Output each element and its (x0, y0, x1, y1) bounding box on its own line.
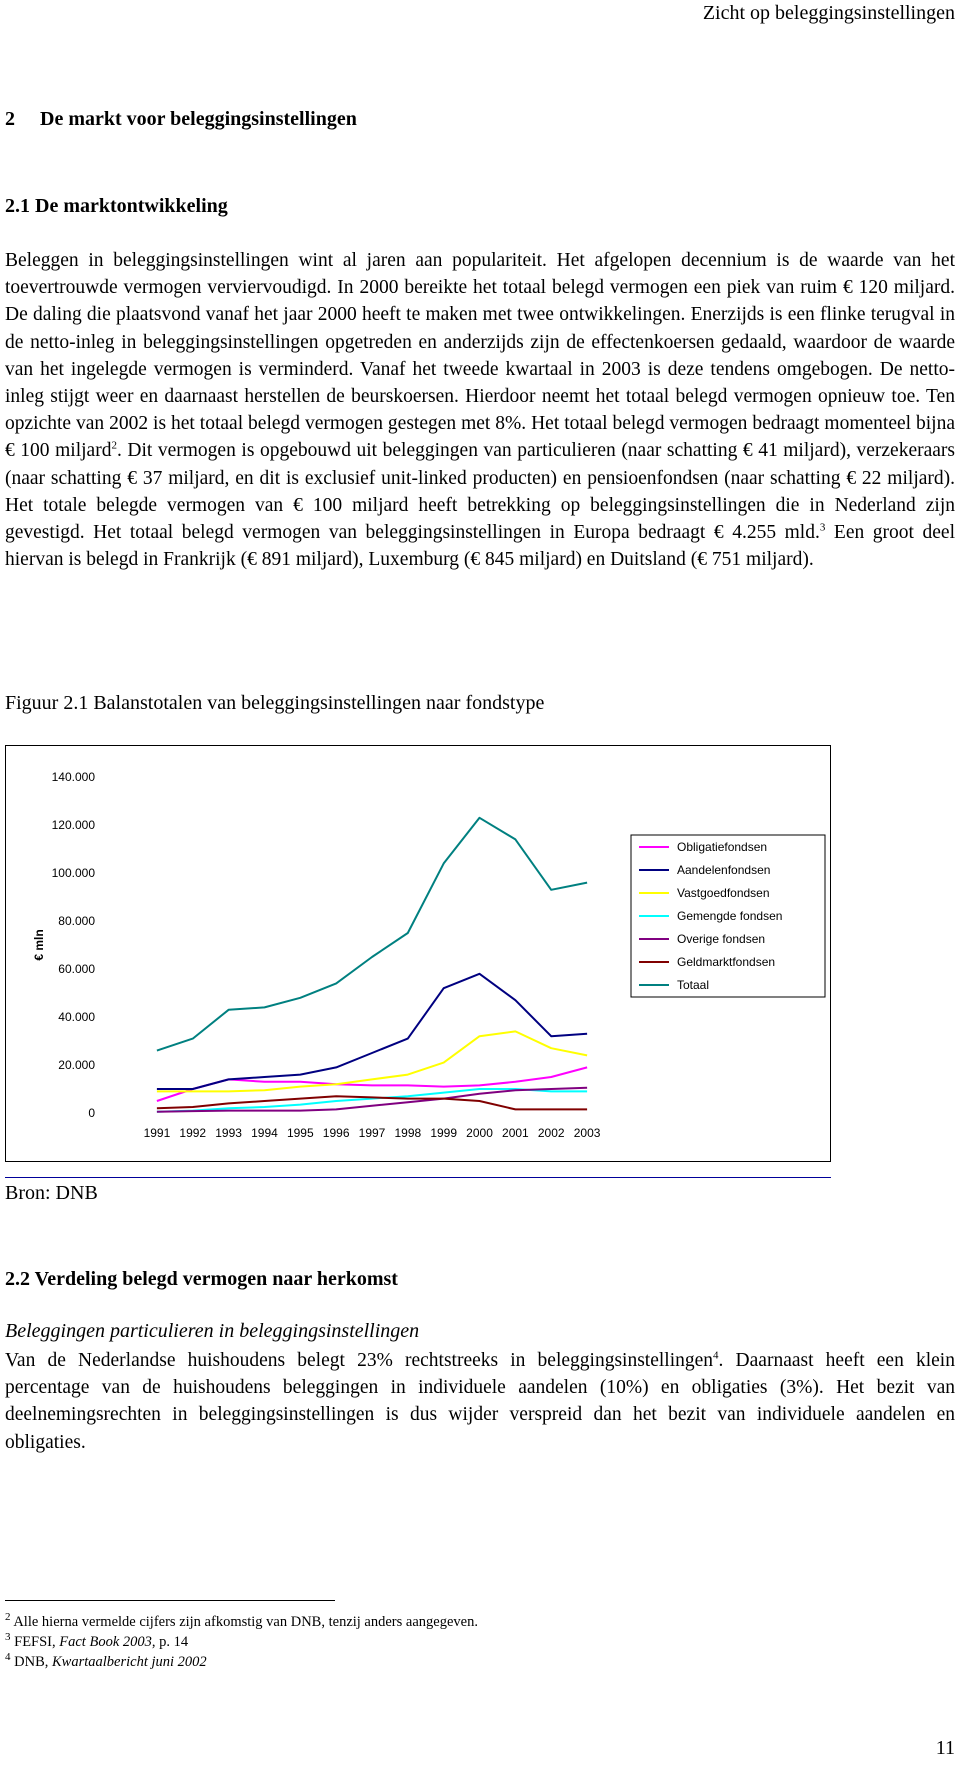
x-tick-label: 2000 (466, 1126, 493, 1140)
paragraph-text: Beleggen in beleggingsinstellingen wint al jaren aan populariteit. Het afgelopen decennium is de waarde van het toevertrouwde vermogen verviervoudigd. In 2000 bereikte het totaal belegd vermogen een piek van ruim € 120 miljard. De daling die plaatsvond vanaf het jaar 2000 heeft te maken met twee ontwikkelingen. Enerzijds is een flinke terugval in de netto-inleg in beleggingsinstellingen opgetreden en anderzijds zijn de effectenkoersen gedaald, waardoor de waarde van het ingelegde vermogen is verminderd. Vanaf het tweede kwartaal in 2003 is deze tendens omgebogen. De netto-inleg stijgt weer en daarnaast herstellen de beurskoersen. Hierdoor neemt het totaal belegd vermogen opnieuw toe. Ten opzichte van 2002 is het totaal belegd vermogen gestegen met 8%. Het totaal belegd vermogen bedraagt momenteel bijna € 100 miljard (5, 250, 955, 462)
y-tick-label: 140.000 (51, 770, 95, 784)
y-tick-label: 20.000 (58, 1058, 95, 1072)
body-paragraph-1 (5, 247, 955, 573)
x-tick-label: 1996 (322, 1126, 350, 1140)
section-title: 2 De markt voor beleggingsinstellingen (5, 108, 357, 130)
figure-caption: Figuur 2.1 Balanstotalen van beleggingsinstellingen naar fondstype (5, 692, 545, 714)
x-tick-label: 1998 (394, 1126, 422, 1140)
footnote-text: DNB, (14, 1654, 52, 1670)
x-tick-label: 1991 (143, 1126, 171, 1140)
legend-label: Obligatiefondsen (677, 840, 768, 854)
footnote-number: 4 (5, 1651, 11, 1664)
footnote-number: 2 (5, 1611, 11, 1624)
chart-divider (5, 1177, 831, 1178)
legend-label: Overige fondsen (677, 932, 766, 946)
running-header: Zicht op beleggingsinstellingen (702, 2, 955, 24)
legend-label: Totaal (677, 978, 710, 992)
footnote-divider (5, 1600, 335, 1601)
x-tick-label: 2003 (573, 1126, 601, 1140)
y-tick-label: 60.000 (58, 962, 95, 976)
paragraph-heading: Beleggingen particulieren in beleggingsinstellingen (5, 1320, 420, 1342)
y-axis-label: € mln (32, 929, 46, 961)
legend-label: Vastgoedfondsen (677, 886, 770, 900)
x-tick-label: 2001 (502, 1126, 529, 1140)
legend-label: Aandelenfondsen (677, 863, 771, 877)
paragraph-text: . Daarnaast heeft een klein percentage van de huishoudens beleggingen in individuele aandelen (10%) en obligaties (3%). Het bezit van deelnemingsrechten in beleggingsinstellingen is dus wijder verspreid dan het bezit van individuele aandelen en obligaties. (5, 1350, 955, 1453)
legend-label: Gemengde fondsen (677, 909, 783, 923)
footnote-text: FEFSI, (14, 1634, 60, 1650)
y-tick-label: 0 (88, 1106, 95, 1120)
footnote-ref[interactable]: 4 (713, 1349, 719, 1362)
legend-label: Geldmarktfondsen (677, 955, 776, 969)
subsection-title-2-2: 2.2 Verdeling belegd vermogen naar herkomst (5, 1268, 398, 1290)
footnote-text: Alle hierna vermelde cijfers zijn afkomstig van DNB, tenzij anders aangegeven. (13, 1614, 478, 1630)
footnote-title: Kwartaalbericht juni 2002 (52, 1654, 207, 1670)
paragraph-text: Een groot deel hiervan is belegd in Frankrijk (€ 891 miljard), Luxemburg (€ 845 miljard) en Duitsland (€ 751 miljard). (5, 522, 955, 571)
footnote-title: Fact Book 2003 (59, 1634, 152, 1650)
y-tick-label: 120.000 (51, 818, 95, 832)
footnote-2 (5, 1611, 478, 1631)
x-tick-label: 1997 (358, 1126, 386, 1140)
footnote-4 (5, 1651, 207, 1671)
footnote-ref[interactable]: 2 (111, 439, 117, 452)
body-paragraph-2 (5, 1347, 955, 1456)
x-tick-label: 1994 (251, 1126, 278, 1140)
line-chart (5, 745, 831, 1162)
x-tick-label: 2002 (537, 1126, 565, 1140)
footnote-text: , p. 14 (151, 1634, 189, 1650)
x-tick-label: 1995 (286, 1126, 314, 1140)
page-number: 11 (935, 1737, 955, 1759)
y-tick-label: 80.000 (58, 914, 95, 928)
paragraph-text: Van de Nederlandse huishoudens belegt 23% rechtstreeks in beleggingsinstellingen (5, 1350, 714, 1371)
footnote-3 (5, 1631, 189, 1651)
footnote-number: 3 (5, 1631, 11, 1644)
footnote-ref[interactable]: 3 (819, 521, 826, 534)
subsection-title-2-1: 2.1 De marktontwikkeling (5, 195, 228, 217)
x-tick-label: 1992 (179, 1126, 207, 1140)
paragraph-text: . Dit vermogen is opgebouwd uit beleggingen van particulieren (naar schatting € 41 miljard), verzekeraars (naar schatting € 37 miljard, en dit is exclusief unit-linked producten) en pensioenfondsen (naar schatting € 22 miljard). Het totale belegde vermogen van € 100 miljard heeft betrekking op beleggingsinstellingen die in Nederland zijn gevestigd. Het totaal belegd vermogen van beleggingsinstellingen in Europa bedraagt € 4.255 mld. (5, 440, 956, 544)
figure-source: Bron: DNB (5, 1182, 98, 1204)
y-tick-label: 100.000 (51, 866, 95, 880)
y-tick-label: 40.000 (58, 1010, 95, 1024)
x-tick-label: 1999 (430, 1126, 458, 1140)
chart-container (5, 745, 831, 1162)
x-tick-label: 1993 (215, 1126, 242, 1140)
